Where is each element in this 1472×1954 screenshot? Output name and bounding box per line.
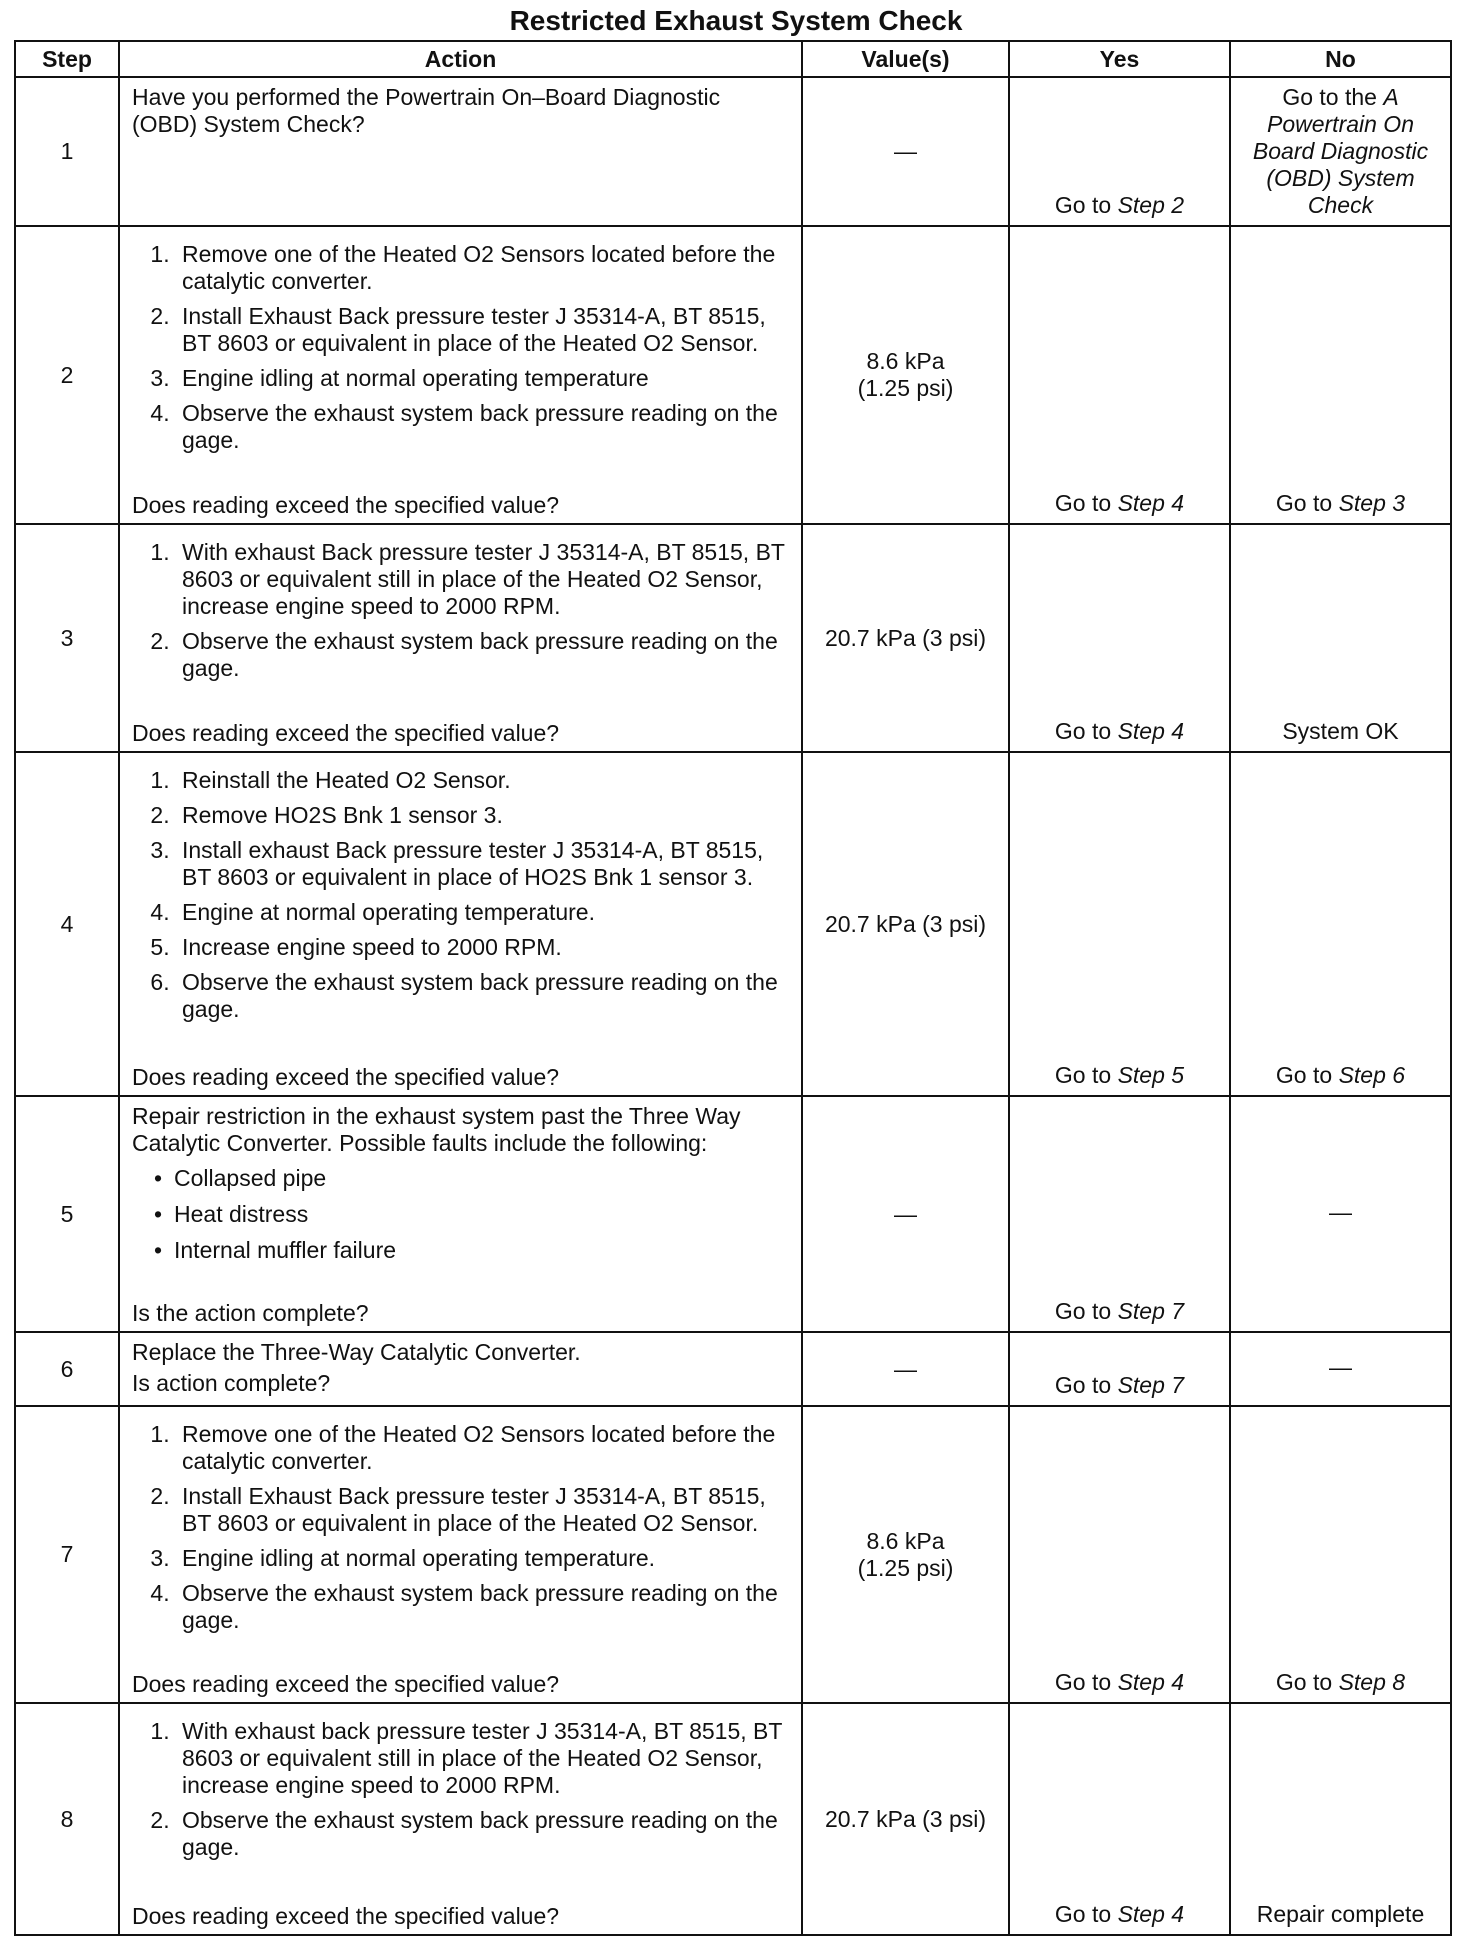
action-cell [119,77,802,226]
no-prefix: Go to [1275,1669,1339,1695]
action-text: Replace the Three-Way Catalytic Converter. [132,1339,581,1365]
step-number: 6 [15,1332,119,1406]
yes-step-link[interactable]: Step 4 [1117,1669,1185,1695]
action-item: 6. Observe the exhaust system back pressure reading on the gage. [176,969,791,1023]
no-prefix: Go to [1275,1062,1339,1088]
yes-prefix: Go to [1054,1901,1118,1927]
no-cell[interactable] [1230,1406,1451,1703]
action-item: 4. Engine at normal operating temperature. [176,899,791,926]
no-cell[interactable] [1230,77,1451,226]
yes-prefix: Go to [1054,192,1118,218]
yes-cell[interactable] [1009,1406,1230,1703]
header-values: Value(s) [802,41,1009,77]
value-cell [802,226,1009,524]
action-text: Repair restriction in the exhaust system past the Three Way Catalytic Converter. Possible faults include the following: [132,1103,741,1156]
bullet-icon: • [154,1201,163,1227]
header-row [15,41,1451,77]
action-question: Is the action complete? [132,1300,369,1326]
yes-cell[interactable] [1009,1096,1230,1332]
yes-prefix: Go to [1054,1062,1118,1088]
yes-step-link[interactable]: Step 4 [1117,1901,1185,1927]
no-step-link[interactable]: A Powertrain On Board Diagnostic (OBD) System Check [1252,84,1429,218]
yes-step-link[interactable]: Step 4 [1117,490,1185,516]
action-list [132,1718,791,1893]
step-number: 7 [15,1406,119,1703]
action-item: 2. Observe the exhaust system back pressure reading on the gage. [176,628,791,682]
table-row [15,524,1451,752]
value-line: 8.6 kPa [866,1527,945,1554]
step-number: 3 [15,524,119,752]
no-prefix: Go to [1275,490,1339,516]
yes-cell[interactable] [1009,77,1230,226]
bullet-icon: • [154,1237,163,1263]
value-cell: 20.7 kPa (3 psi) [802,752,1009,1096]
action-question: Does reading exceed the specified value? [132,492,560,518]
fault-item [154,1201,791,1228]
step-number: 8 [15,1703,119,1935]
action-item: 2. Remove HO2S Bnk 1 sensor 3. [176,802,791,829]
yes-cell[interactable] [1009,226,1230,524]
step-number: 1 [15,77,119,226]
fault-item [154,1237,791,1264]
value-cell: — [802,77,1009,226]
table-row [15,1703,1451,1935]
no-cell: System OK [1230,524,1451,752]
action-item: 1. Reinstall the Heated O2 Sensor. [176,767,791,794]
no-prefix: Go to the [1282,84,1384,110]
table-row [15,752,1451,1096]
action-item: 1. Remove one of the Heated O2 Sensors located before the catalytic converter. [176,1421,791,1475]
table-row [15,1096,1451,1332]
action-item: 4. Observe the exhaust system back pressure reading on the gage. [176,1580,791,1634]
header-action: Action [119,41,802,77]
value-cell: — [802,1096,1009,1332]
value-cell: 20.7 kPa (3 psi) [802,1703,1009,1935]
table-row [15,226,1451,524]
action-item: 1. With exhaust back pressure tester J 35314-A, BT 8515, BT 8603 or equivalent still in place of the Heated O2 Sensor, increase engine speed to 2000 RPM. [176,1718,791,1799]
yes-step-link[interactable]: Step 7 [1117,1298,1185,1324]
table-row [15,1332,1451,1406]
action-list [132,1421,791,1661]
no-step-link[interactable]: Step 3 [1338,490,1406,516]
fault-list [132,1165,791,1264]
header-step: Step [15,41,119,77]
action-item: 4. Observe the exhaust system back pressure reading on the gage. [176,400,791,454]
value-line: (1.25 psi) [857,375,954,401]
no-step-link[interactable]: Step 6 [1338,1062,1406,1088]
action-list [132,241,791,482]
action-question: Does reading exceed the specified value? [132,1903,560,1929]
yes-step-link[interactable]: Step 7 [1117,1372,1185,1398]
bullet-icon: • [154,1165,163,1191]
step-number: 5 [15,1096,119,1332]
action-list [132,767,791,1054]
action-cell [119,1332,802,1406]
value-cell: 20.7 kPa (3 psi) [802,524,1009,752]
yes-cell[interactable] [1009,1332,1230,1406]
yes-cell[interactable] [1009,1703,1230,1935]
table-row [15,77,1451,226]
yes-prefix: Go to [1054,718,1118,744]
no-cell: — [1230,1096,1451,1332]
action-question: Does reading exceed the specified value? [132,1671,560,1697]
action-item: 5. Increase engine speed to 2000 RPM. [176,934,791,961]
yes-cell[interactable] [1009,752,1230,1096]
value-cell [802,1406,1009,1703]
header-no: No [1230,41,1451,77]
action-item: 2. Install Exhaust Back pressure tester J 35314-A, BT 8515, BT 8603 or equivalent in place of the Heated O2 Sensor. [176,303,791,357]
action-question: Is action complete? [132,1370,331,1396]
step-number: 4 [15,752,119,1096]
fault-item [154,1165,791,1192]
action-item: 3. Engine idling at normal operating temperature. [176,1545,791,1572]
action-item: 3. Install exhaust Back pressure tester J 35314-A, BT 8515, BT 8603 or equivalent in place of HO2S Bnk 1 sensor 3. [176,837,791,891]
action-item: 2. Install Exhaust Back pressure tester J 35314-A, BT 8515, BT 8603 or equivalent in place of the Heated O2 Sensor. [176,1483,791,1537]
no-cell: — [1230,1332,1451,1406]
action-cell [119,226,802,524]
yes-step-link[interactable]: Step 2 [1117,192,1185,218]
action-item: 3. Engine idling at normal operating temperature [176,365,791,392]
action-item: 1. With exhaust Back pressure tester J 35314-A, BT 8515, BT 8603 or equivalent still in place of the Heated O2 Sensor, increase engine speed to 2000 RPM. [176,539,791,620]
action-question: Does reading exceed the specified value? [132,1064,560,1090]
step-number: 2 [15,226,119,524]
page-title: Restricted Exhaust System Check [509,5,963,36]
action-text: Have you performed the Powertrain On–Board Diagnostic (OBD) System Check? [132,84,721,137]
header-yes: Yes [1009,41,1230,77]
yes-prefix: Go to [1054,1669,1118,1695]
fault-text: Heat distress [174,1201,309,1227]
no-cell: Repair complete [1230,1703,1451,1935]
fault-text: Internal muffler failure [174,1237,397,1263]
yes-step-link[interactable]: Step 4 [1117,718,1185,744]
value-line: (1.25 psi) [857,1554,954,1581]
action-cell [119,1096,802,1332]
action-cell [119,1703,802,1935]
yes-prefix: Go to [1054,1372,1118,1398]
yes-cell[interactable] [1009,524,1230,752]
value-cell: — [802,1332,1009,1406]
action-item: 1. Remove one of the Heated O2 Sensors located before the catalytic converter. [176,241,791,295]
yes-prefix: Go to [1054,490,1118,516]
action-cell [119,1406,802,1703]
yes-step-link[interactable]: Step 5 [1117,1062,1185,1088]
action-question: Does reading exceed the specified value? [132,720,560,746]
fault-text: Collapsed pipe [174,1165,327,1191]
action-cell [119,752,802,1096]
action-item: 2. Observe the exhaust system back pressure reading on the gage. [176,1807,791,1861]
table-row [15,1406,1451,1703]
action-cell [119,524,802,752]
value-line: 8.6 kPa [866,348,945,374]
no-cell[interactable] [1230,752,1451,1096]
yes-prefix: Go to [1054,1298,1118,1324]
diagnostic-table [14,40,1452,1936]
action-list [132,539,791,710]
no-cell[interactable] [1230,226,1451,524]
no-step-link[interactable]: Step 8 [1338,1669,1406,1695]
